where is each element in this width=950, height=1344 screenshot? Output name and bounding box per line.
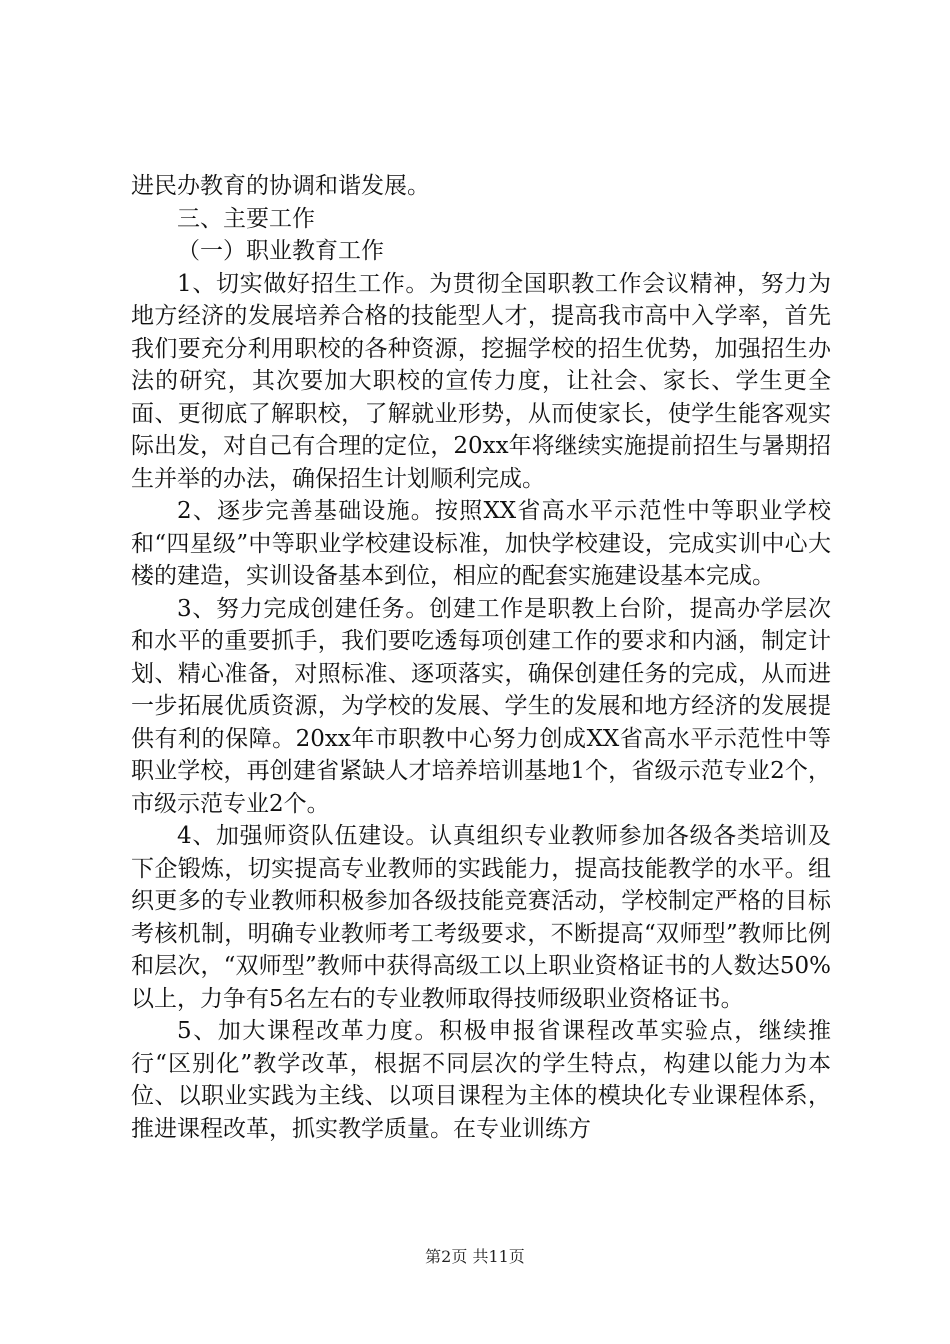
paragraph-item-1: 1、切实做好招生工作。为贯彻全国职教工作会议精神，努力为地方经济的发展培养合格的技能型人才，提高我市高中入学率，首先我们要充分利用职校的各种资源，挖掘学校的招生优势，加强招生办法的研究，其次要加大职校的宣传力度，让社会、家长、学生更全面、更彻底了解职校，了解就业形势，从而使家长，使学生能客观实际出发，对自己有合理的定位，20xx年将继续实施提前招生与暑期招生并举的办法，确保招生计划顺利完成。 xyxy=(131,270,831,492)
paragraph-continuation: 进民办教育的协调和谐发展。 xyxy=(131,173,430,199)
paragraph-item-2: 2、逐步完善基础设施。按照XX省高水平示范性中等职业学校和“四星级”中等职业学校建设标准，加快学校建设，完成实训中心大楼的建造，实训设备基本到位，相应的配套实施建设基本完成。 xyxy=(131,498,831,589)
document-body xyxy=(131,170,831,1145)
section-heading: 三、主要工作 xyxy=(177,205,315,232)
page-number-footer: 第2页 共11页 xyxy=(425,1247,525,1266)
paragraph-item-3: 3、努力完成创建任务。创建工作是职教上台阶，提高办学层次和水平的重要抓手，我们要吃透每项创建工作的要求和内涵，制定计划、精心准备，对照标准、逐项落实，确保创建任务的完成，从而进一步拓展优质资源，为学校的发展、学生的发展和地方经济的发展提供有利的保障。20xx年市职教中心努力创成XX省高水平示范性中等职业学校，再创建省紧缺人才培养培训基地1个，省级示范专业2个，市级示范专业2个。 xyxy=(131,595,831,817)
subsection-heading: （一）职业教育工作 xyxy=(177,238,384,264)
paragraph-item-4: 4、加强师资队伍建设。认真组织专业教师参加各级各类培训及下企锻炼，切实提高专业教师的实践能力，提高技能教学的水平。组织更多的专业教师积极参加各级技能竞赛活动，学校制定严格的目标考核机制，明确专业教师考工考级要求，不断提高“双师型”教师比例和层次，“双师型”教师中获得高级工以上职业资格证书的人数达50%以上，力争有5名左右的专业教师取得技师级职业资格证书。 xyxy=(131,823,831,1012)
paragraph-item-5: 5、加大课程改革力度。积极申报省课程改革实验点，继续推行“区别化”教学改革，根据不同层次的学生特点，构建以能力为本位、以职业实践为主线、以项目课程为主体的模块化专业课程体系，推进课程改革，抓实教学质量。在专业训练方 xyxy=(131,1018,831,1142)
